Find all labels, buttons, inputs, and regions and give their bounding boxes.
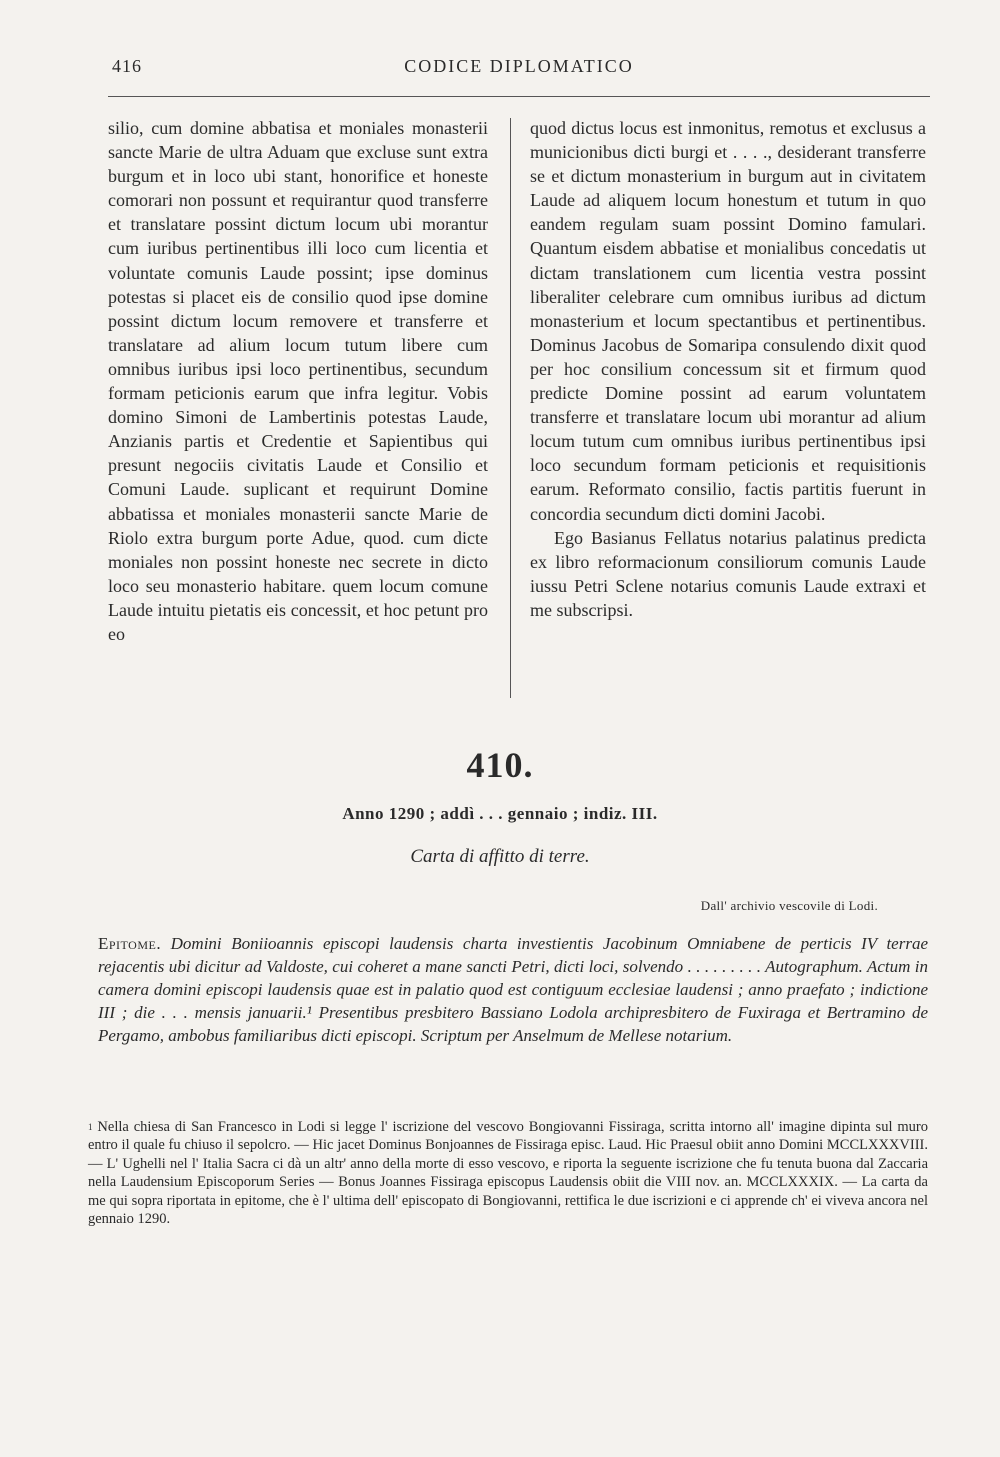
page-number: 416 [112, 56, 142, 76]
document-date-line: Anno 1290 ; addì . . . gennaio ; indiz. III. [342, 804, 658, 823]
epitome [98, 932, 928, 1047]
epitome-lead: Epitome. [98, 934, 162, 953]
page-header [108, 56, 930, 86]
document-number: 410. [466, 745, 534, 785]
epitome-text: Domini Boniioannis episcopi laudensis charta investientis Jacobinum Omniabene de perticis IV terrae rejacentis ubi dicitur ad Valdoste, cui coheret a mane sancti Petri, dicti loci, solvendo . . . . . . . . . Autographum. Actum in camera domini episcopi laudensis quae est in palatio quod est contiguum ecclesiae laudensi ; anno praefato ; indictione III ; die . . . mensis januarii.¹ Presentibus presbitero Bassiano Lodola archipresbitero de Fuxiraga et Bertramino de Pergamo, ambobus familiaribus dicti episcopi. Scriptum per Anselmum de Mellese notarium. [98, 934, 928, 1045]
left-column [108, 116, 488, 646]
left-column-paragraph: silio, cum domine abbatisa et moniales monasterii sancte Marie de ultra Aduam que excluse sunt extra burgum et in loco ubi stant, honorifice et honeste comorari non possunt et requirantur quod transferre et translatare possint dictum locum ubi morantur cum iuribus pertinentibus illi loco cum licentia et voluntate comunis Laude possint; ipse dominus potestas si placet eis de consilio quod ipse domine possint dictum locum removere et transferre et translatare ad alium locum tutum libere cum omnibus iuribus ipsi loco pertinentibus, secundum formam peticionis earum que infra legitur. Vobis domino Simoni de Lambertinis potestas Laude, Anzianis partis et Credentie et Sapientibus qui presunt negociis civitatis Laude et Consilio et Comuni Laude. suplicant et requirunt Domine abbatissa et moniales monasterii sancte Marie de Riolo extra burgum porte Adue, quod. cum dicte moniales non possint honeste nec secrete in dicto loco seu monasterio habitare. quem locum comune Laude intuitu pietatis eis concessit, et hoc petunt pro eo [108, 118, 488, 644]
right-column-subscription: Ego Basianus Fellatus notarius palatinus predicta ex libro reformacionum consiliorum comunis Laude iussu Petri Sclene notarius comunis Laude extraxi et me subscripsi. [530, 527, 926, 620]
column-divider [510, 118, 511, 698]
footnote-marker: 1 [88, 1122, 93, 1132]
document-source: Dall' archivio vescovile di Lodi. [700, 898, 878, 913]
right-column [530, 116, 926, 622]
running-title: CODICE DIPLOMATICO [404, 56, 634, 76]
header-rule [108, 96, 930, 97]
document-title: Carta di affitto di terre. [410, 846, 590, 867]
right-column-paragraph: quod dictus locus est inmonitus, remotus et exclusus a municionibus dicti burgi et . . . ., desiderant transferre se et dictum monasterium in burgum aut in civitatem Laude ad aliquem locum honestum et tutum in quo eandem regulam suam possint Domino famulari. Quantum eisdem abbatise et monialibus concedatis ut dictam translationem cum licentia vestra possint liberaliter celebrare cum omnibus iuribus ad dictum monasterium et locum spectantibus et pertinentibus. Dominus Jacobus de Somaripa consulendo dixit quod per hoc consilium concessum sit et firmum quod predicte Domine possint ad earum voluntatem transferre et translatare locum ubi morantur ad alium locum tutum cum omnibus iuribus pertinentibus ipsi loco secundum formam peticionis et requisitionis earum. Reformato consilio, factis partitis fuerunt in concordia secundum dicti domini Jacobi. [530, 118, 926, 524]
footnote-text: Nella chiesa di San Francesco in Lodi si legge l' iscrizione del vescovo Bongiovanni Fissiraga, scritta intorno all' imagine dipinta sul muro entro il quale fu chiuso il sepolcro. — Hic jacet Dominus Bonjoannes de Fissiraga episc. Laud. Hic Praesul obiit anno Domini MCCLXXXVIII. — L' Ughelli nel l' Italia Sacra ci dà un altr' anno della morte di esso vescovo, e riporta la seguente iscrizione che fu tenuta buona dal Zaccaria nella Laudensium Episcoporum Series — Bonus Joannes Fissiraga episcopus Laudensis obiit die VIII nov. an. MCCLXXXIX. — La carta da me qui sopra riportata in epitome, che è l' ultima dell' episcopato di Bongiovanni, rettifica le due iscrizioni e ci apprende ch' ei viveva ancora nel gennaio 1290. [88, 1119, 928, 1228]
footnote [88, 1118, 928, 1228]
